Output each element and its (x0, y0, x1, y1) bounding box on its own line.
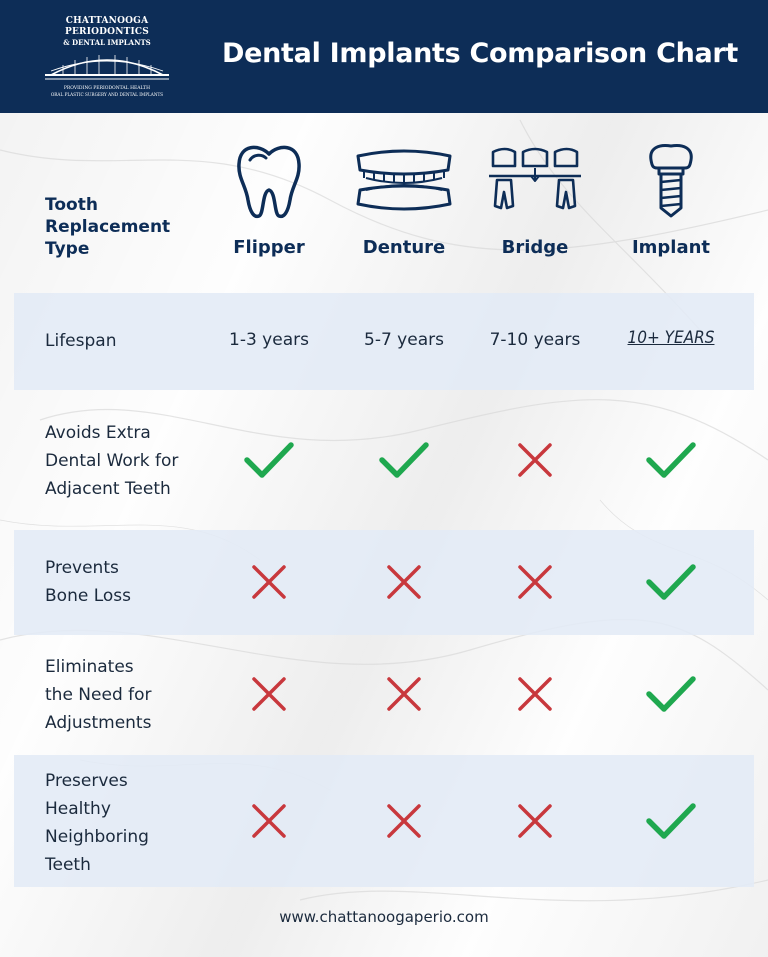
cross-icon (516, 563, 554, 601)
row-label-line: Teeth (45, 855, 91, 875)
bridge-logo-icon (45, 49, 169, 85)
logo-line3: PROVIDING PERIODONTAL HEALTH (63, 86, 151, 91)
cross-icon (385, 563, 423, 601)
row-label-line: Adjacent Teeth (45, 479, 171, 499)
header-bar (0, 0, 768, 113)
lifespan-denture: 5-7 years (364, 330, 444, 350)
lifespan-implant: 10+ YEARS (627, 328, 715, 348)
cross-icon (385, 675, 423, 713)
tooth-icon (234, 142, 304, 220)
lifespan-bridge: 7-10 years (489, 330, 581, 350)
bridge-icon (487, 146, 583, 212)
row-label-line: Preserves (45, 771, 128, 791)
row-label-line: Dental Work for (45, 451, 179, 471)
logo-line2: & DENTAL IMPLANTS (63, 38, 151, 47)
row-label-preserves-neighboring-teeth (45, 767, 149, 879)
type-label-line: Tooth (45, 195, 98, 215)
row-label-line: Prevents (45, 558, 119, 578)
company-logo (42, 16, 172, 96)
check-icon (645, 440, 697, 480)
cross-icon (516, 441, 554, 479)
column-header-flipper: Flipper (233, 237, 305, 258)
cross-icon (250, 802, 288, 840)
row-label-line: the Need for (45, 685, 152, 705)
row-label-eliminates-adjustments (45, 653, 152, 737)
column-header-implant: Implant (631, 237, 711, 258)
column-header-bridge: Bridge (501, 237, 569, 258)
check-icon (378, 440, 430, 480)
denture-icon (354, 148, 454, 212)
row-label-lifespan: Lifespan (45, 331, 117, 351)
row-label-line: Bone Loss (45, 586, 131, 606)
cross-icon (250, 563, 288, 601)
row-label-avoids-extra-work (45, 419, 178, 503)
logo-line4: ORAL PLASTIC SURGERY AND DENTAL IMPLANTS (50, 92, 164, 97)
check-icon (645, 801, 697, 841)
row-label-line: Neighboring (45, 827, 149, 847)
footer-url: www.chattanoogaperio.com (279, 908, 489, 926)
row-label-line: Avoids Extra (45, 423, 151, 443)
check-icon (645, 562, 697, 602)
implant-icon (645, 142, 697, 218)
row-label-prevents-bone-loss (45, 554, 131, 610)
lifespan-flipper: 1-3 years (229, 330, 309, 350)
type-label-line: Type (45, 239, 90, 259)
check-icon (645, 674, 697, 714)
row-label-line: Adjustments (45, 713, 152, 733)
page-title: Dental Implants Comparison Chart (222, 38, 739, 69)
type-label-line: Replacement (45, 217, 171, 237)
logo-line1: CHATTANOOGA PERIODONTICS (65, 16, 149, 37)
type-label (45, 194, 170, 260)
cross-icon (385, 802, 423, 840)
check-icon (243, 440, 295, 480)
cross-icon (516, 675, 554, 713)
cross-icon (516, 802, 554, 840)
row-label-line: Healthy (45, 799, 111, 819)
column-header-denture: Denture (362, 237, 446, 258)
row-label-line: Eliminates (45, 657, 134, 677)
cross-icon (250, 675, 288, 713)
